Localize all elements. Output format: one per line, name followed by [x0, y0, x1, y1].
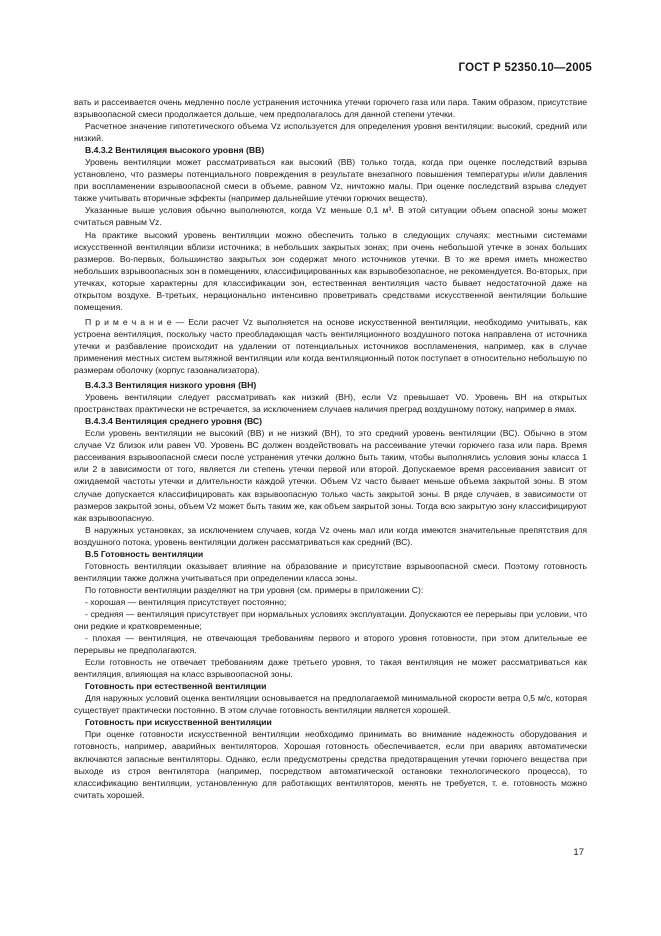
page-body: [74, 96, 587, 801]
paragraph: На практике высокий уровень вентиляции можно обеспечить только в следующих случаях: местными системами искусственной вентиляции вблизи источника; в небольших закрытых зонах; при очень небольшой утечке в зонах больших размеров. Во-первых, большинство закрытых зон содержат много источников утечки. В то же время иметь множество небольших взрывоопасных зон в помещениях, классифицированных как взрывобезопасное, не рекомендуется. Во-вторых, при утечках, которые характерны для классификации зон, естественная вентиляция часто бывает недостаточной даже на открытом воздухе. В-третьих, нерационально интенсивно проветривать средствами искусственной вентиляции большие помещения.: [74, 229, 587, 312]
paragraph: Расчетное значение гипотетического объема Vz используется для определения уровня вентиляции: высокий, средний или низкий.: [74, 121, 587, 144]
section-heading: В.4.3.2 Вентиляция высокого уровня (ВВ): [85, 145, 265, 156]
paragraph: Для наружных условий оценка вентиляции основывается на предполагаемой минимальной скорости ветра 0,5 м/с, которая существует практически постоянно. В этом случае готовность вентиляции является хорошей.: [74, 693, 587, 716]
list-item: - хорошая — вентиляция присутствует постоянно;: [85, 596, 287, 607]
paragraph: Готовность вентиляции оказывает влияние на образование и присутствие взрывоопасной смеси. Поэтому готовность вентиляции также должна учитываться при определении класса зоны.: [74, 560, 587, 583]
paragraph: Если готовность не отвечает требованиям даже третьего уровня, то такая вентиляция не может рассматриваться как вентиляция, влияющая на класс взрывоопасной зоны.: [74, 657, 587, 680]
paragraph: Указанные выше условия обычно выполняются, когда Vz меньше 0,1 м³. В этой ситуации объем опасной зоны может считаться равным Vz.: [74, 205, 587, 228]
paragraph: В наружных установках, за исключением случаев, когда Vz очень мал или когда имеются значительные препятствия для воздушного потока, уровень вентиляции должен рассматриваться как средний (ВС).: [74, 524, 587, 547]
section-heading: В.4.3.3 Вентиляция низкого уровня (ВН): [85, 380, 257, 391]
paragraph: При оценке готовности искусственной вентиляции необходимо принимать во внимание надежность оборудования и готовность, например, аварийных вентиляторов. Хорошая готовность обеспечивается, если при авариях автоматически включаются запасные вентиляторы. Однако, если предусмотрены средства предотвращения утечки горючего вещества при выходе из строя вентилятора (например, посредством автоматической остановки технологического процесса), то классификацию вентиляции, установленную для работающих вентиляторов, менять не требуется, т. е. готовность можно считать хорошей.: [74, 729, 587, 800]
note-paragraph: П р и м е ч а н и е — Если расчет Vz выполняется на основе искусственной вентиляции, необходимо учитывать, как устроена вентиляция, поскольку часто преобладающая часть вентиляционного воздушного потока направлена от источника утечки и разбавление происходит на удалении от потенциальных источников воспламенения, например, как в случае применения местных систем вытяжной вентиляции или когда вентиляционный поток поступает в относительно небольшую по размерам оболочку (корпус газоанализатора).: [74, 316, 587, 376]
standard-number: ГОСТ Р 52350.10—2005: [458, 62, 592, 74]
section-heading: В.5 Готовность вентиляции: [85, 548, 204, 559]
section-heading: В.4.3.4 Вентиляция среднего уровня (ВС): [85, 416, 263, 427]
page-number: 17: [573, 847, 584, 858]
subheading: Готовность при естественной вентиляции: [85, 681, 267, 692]
list-item: - плохая — вентиляция, не отвечающая требованиям первого и второго уровня готовности, при этом длительные ее перерывы не предполагаются.: [74, 633, 587, 656]
paragraph: Уровень вентиляции может рассматриваться как высокий (ВВ) только тогда, когда при оценке последствий взрыва установлено, что размеры потенциального повреждения в результате внезапного повышения температуры и/или давления при воспламенении взрывоопасной смеси в объеме, равном Vz, ничтожно малы. При оценке последствий взрыва следует также учитывать вторичные эффекты (например дальнейшие утечки горючих веществ).: [74, 157, 587, 204]
paragraph: вать и рассеивается очень медленно после устранения источника утечки горючего газа или пара. Таким образом, присутствие взрывоопасной смеси продолжается дольше, чем предполагалось для данной степени утечки.: [74, 97, 587, 120]
subheading: Готовность при искусственной вентиляции: [85, 717, 272, 728]
paragraph: По готовности вентиляции разделяют на три уровня (см. примеры в приложении С):: [85, 584, 424, 595]
list-item: - средняя — вентиляция присутствует при нормальных условиях эксплуатации. Допускаются ее перерывы при условии, что они редкие и кратковременные;: [74, 608, 587, 632]
paragraph: Уровень вентиляции следует рассматривать как низкий (ВН), если Vz превышает V0. Уровень ВН на открытых пространствах практически не встречается, за исключением случаев наличия преград воздушному потоку, например в ямах.: [74, 392, 587, 415]
paragraph: Если уровень вентиляции не высокий (ВВ) и не низкий (ВН), то это средний уровень вентиляции (ВС). Обычно в этом случае Vz близок или равен V0. Уровень ВС должен воздействовать на рассеивание утечки горючего газа или пара. Время рассеивания взрывоопасной смеси после устранения утечки должно быть таким, чтобы выполнялись условия зоны класса 1 или 2 в зависимости от того, является ли степень утечки первой или второй. Допускаемое время рассеивания зависит от ожидаемой частоты утечки и длительности каждой утечки. Объем Vz часто бывает меньше объема закрытой зоны. В этом случае допускается классифицировать как взрывоопасную только часть закрытой зоны. В ряде случаев, в зависимости от размеров закрытой зоны, объем Vz может быть таким же, как объем закрытой зоны. Тогда всю закрытую зону классифицируют как взрывоопасную.: [74, 428, 587, 523]
